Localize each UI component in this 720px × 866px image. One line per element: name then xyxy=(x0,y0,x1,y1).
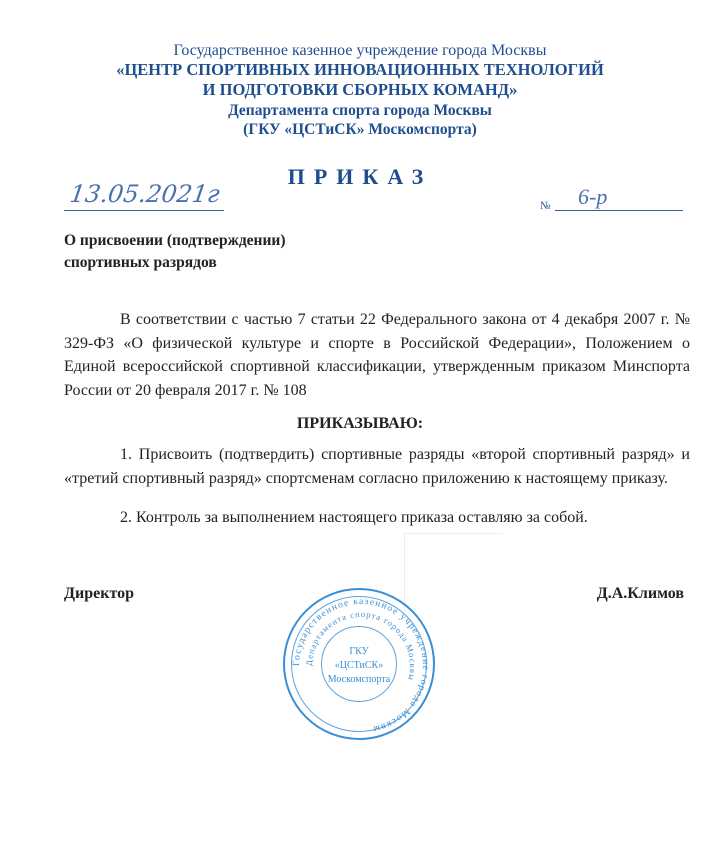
signature-position: Директор xyxy=(64,585,134,602)
order-item-2: 2. Контроль за выполнением настоящего приказа оставляю за собой. xyxy=(120,509,588,526)
org-line-4: Департамента спорта города Москвы xyxy=(228,102,492,119)
preamble-paragraph: В соответствии с частью 7 статьи 22 Федерального закона от 4 декабря 2007 г. № 329-ФЗ «О физической культуре и спорте в Российской Федерации», Положением о Единой всероссийской спортивной классификации, утвержденным приказом Минспорта России от 20 февраля 2017 г. № 108 xyxy=(64,311,690,399)
stamp-center-line-1: ГКУ xyxy=(349,646,369,657)
signature-name: Д.А.Климов xyxy=(596,585,684,602)
subject-line-2: спортивных разрядов xyxy=(64,254,217,271)
number-underline xyxy=(555,210,683,211)
stamp-middle-text: Департамента спорта города Москвы xyxy=(303,608,419,683)
stamp-outer-text: Государственное казенное учреждение города Москвы xyxy=(291,596,431,734)
stamp-center-line-2: «ЦСТиСК» xyxy=(334,660,384,671)
org-line-5: (ГКУ «ЦСТиСК» Москомспорта) xyxy=(243,121,477,138)
document-title: ПРИКАЗ xyxy=(287,164,433,189)
handwritten-number: 6-р xyxy=(578,184,608,209)
subject-block xyxy=(64,230,286,274)
stamp-center-line-3: Москомспорта xyxy=(327,674,391,685)
date-underline xyxy=(64,210,224,211)
org-line-1: Государственное казенное учреждение города Москвы xyxy=(173,42,547,59)
official-stamp xyxy=(283,588,435,740)
number-label: № xyxy=(540,200,551,212)
org-line-3: И ПОДГОТОВКИ СБОРНЫХ КОМАНД» xyxy=(202,80,518,99)
handwritten-date: 13.05.2021г xyxy=(68,180,222,208)
order-item-1: 1. Присвоить (подтвердить) спортивные разряды «второй спортивный разряд» и «третий спортивный разряд» спортсменам согласно приложению к настоящему приказу. xyxy=(64,446,690,487)
subject-line-1: О присвоении (подтверждении) xyxy=(64,232,286,249)
order-heading: ПРИКАЗЫВАЮ: xyxy=(296,415,424,432)
org-line-2: «ЦЕНТР СПОРТИВНЫХ ИННОВАЦИОННЫХ ТЕХНОЛОГИЙ xyxy=(116,60,604,79)
